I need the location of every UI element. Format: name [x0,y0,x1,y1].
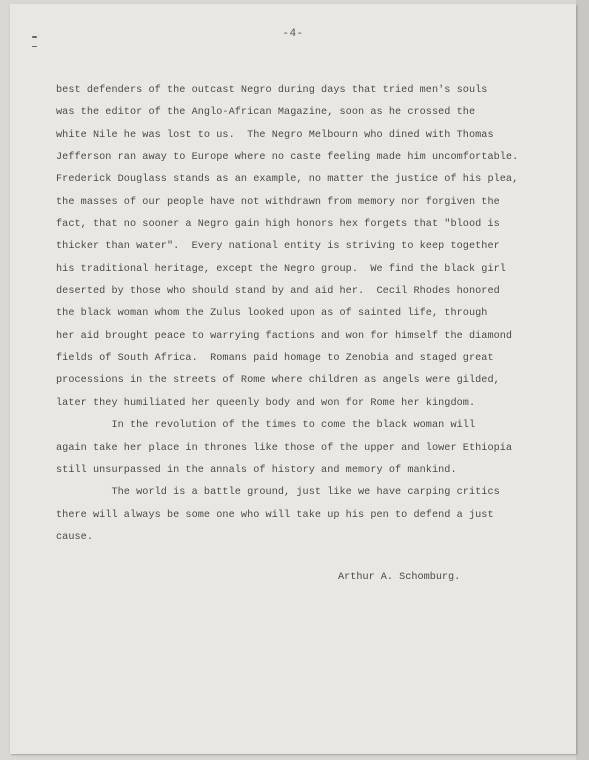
signature: Arthur A. Schomburg. [338,572,461,583]
text-line: The world is a battle ground, just like we have carping critics [56,487,500,499]
text-line: the black woman whom the Zulus looked upon as of sainted life, through [56,308,488,320]
text-line: there will always be some one who will take up his pen to defend a just [56,509,494,521]
margin-marks [32,36,37,55]
body-text [56,80,566,549]
text-line: again take her place in thrones like those of the upper and lower Ethiopia [56,442,513,454]
margin-mark [32,46,37,48]
text-line: processions in the streets of Rome where children as angels were gilded, [56,375,500,387]
text-line: cause. [56,531,93,543]
text-line: best defenders of the outcast Negro during days that tried men's souls [56,85,488,96]
document-page [10,4,576,754]
text-line: later they humiliated her queenly body and won for Rome her kingdom. [56,397,476,409]
margin-mark [32,36,37,38]
text-line: Frederick Douglass stands as an example, no matter the justice of his plea, [56,174,519,186]
page-number: -4- [282,28,304,40]
text-line: In the revolution of the times to come the black woman will [56,420,476,432]
text-line: was the editor of the Anglo-African Magazine, soon as he crossed the [56,107,476,119]
text-line: thicker than water". Every national entity is striving to keep together [56,241,500,253]
page-edge [576,0,589,760]
text-line: her aid brought peace to warrying factions and won for himself the diamond [56,330,513,342]
text-line: fact, that no sooner a Negro gain high honors hex forgets that "blood is [56,219,500,231]
text-line: fields of South Africa. Romans paid homage to Zenobia and staged great [56,353,494,365]
text-line: the masses of our people have not withdrawn from memory nor forgiven the [56,196,500,208]
text-line: still unsurpassed in the annals of history and memory of mankind. [56,464,457,476]
text-line: Jefferson ran away to Europe where no caste feeling made him uncomfortable. [56,152,519,164]
text-line: white Nile he was lost to us. The Negro Melbourn who dined with Thomas [56,129,494,141]
text-line: his traditional heritage, except the Negro group. We find the black girl [56,263,506,275]
text-line: deserted by those who should stand by and aid her. Cecil Rhodes honored [56,286,500,298]
